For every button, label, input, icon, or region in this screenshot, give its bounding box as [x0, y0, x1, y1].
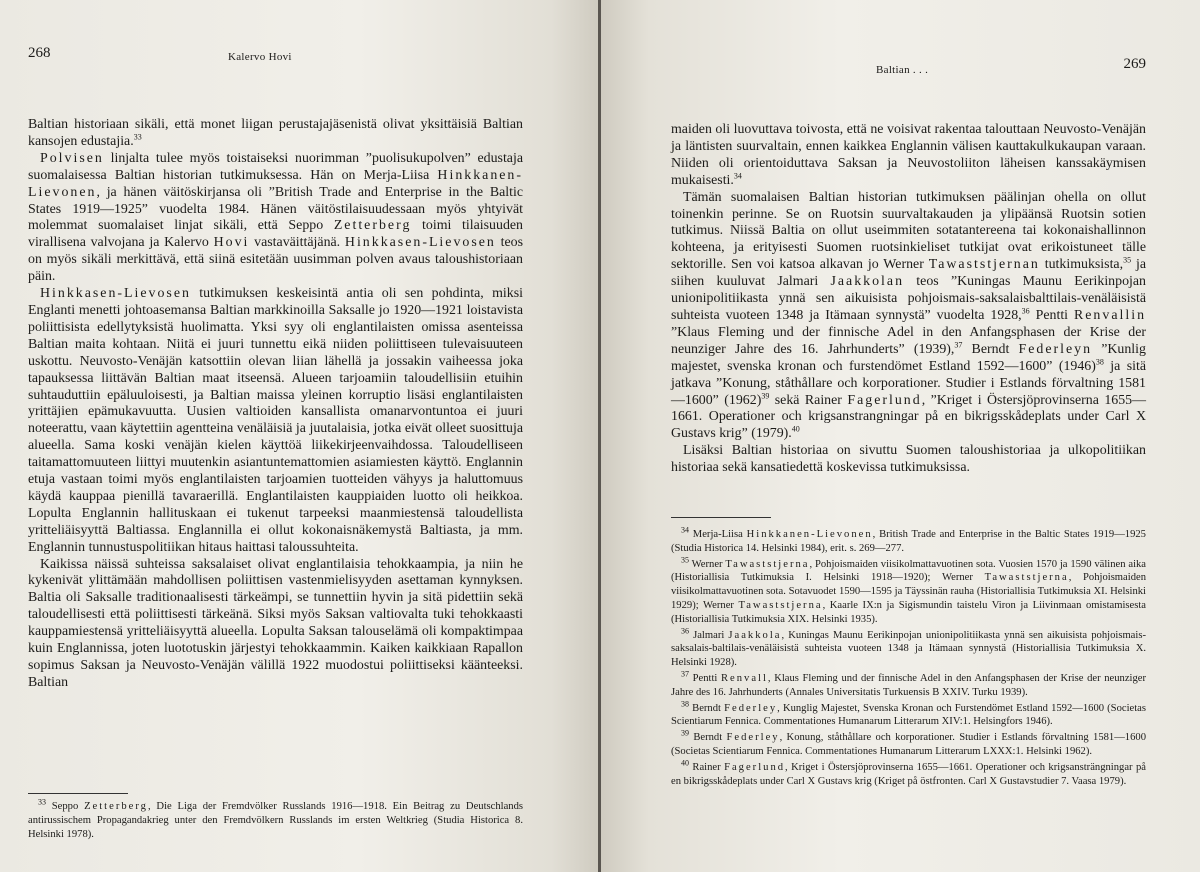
footnote: $^{34}$ Merja-Liisa Hinkkanen-Lievonen, British Trade and Enterprise in the Baltic States 1919—1925 (Studia Historica 14. Helsinki 1984), erit. s. 269—277. — [671, 525, 1146, 554]
footnote: $^{38}$ Berndt Federley, Kunglig Majestet, Svenska Kronan och Furstendömet Estland 1592—1600 (Societas Scientiarum Fennica. Commentationes Humanarum Litterarum XIV:1. Helsingfors 1946). — [671, 699, 1146, 728]
right-page-body — [671, 122, 1146, 477]
footnote-ref: 34 — [733, 171, 742, 181]
paragraph: Tämän suomalaisen Baltian historian tutkimuksen päälinjan ohella on ollut toinenkin perinne. Se on Ruotsin suurvaltakauden ja ylipäänsä Ruotsin sotien tutkimus. Niissä Baltia on ollut useimmiten sotatantereena tai kokonaishallinnon kohteena, ja erityisesti Suomen ruotsinkieliset tutkijat ovat erikoistuneet tälle sektorille. Sen voi katsoa alkavan jo Werner Tawaststjernan tutkimuksista,$^{35}$ ja siihen kuuluvat Jalmari Jaakkolan teos ”Kuningas Maunu Eerikinpojan unionipolitiikasta ynnä sen aikuisista pohjoismais-saksalaisbalttilais-venäläisistä suhteista vuoteen 1348 ja Itämaan synnystä” vuodelta 1928,36 Pentti Renvallin ”Klaus Fleming und der finnische Adel in den Anfangsphasen der Krise der neunziger Jahre des 16. Jahrhunderts” (1939),$^{37}$ Berndt Federleyn ”Kunlig majestet, svenska kronan och furstendömet Estland 1592—1600” $(1946)^{38}$ ja sitä jatkava ”Konung, ståthållare och korporationer. Studier i Estlands förvaltning 1581—1600” $(1962)^{39}$ sekä Rainer Fagerlund, ”Kriget i Östersjöprovinserna 1655—1661. Operationer och krigsanstrangningar på en bikrigsskådeplats under Carl X Gustavs krig” (1979).$^{40}$ — [671, 189, 1147, 442]
author-name: Tawaststjernan — [928, 257, 1040, 273]
paragraph: maiden oli luovuttava toivosta, että ne voisivat rakentaa talouttaan Neuvosto-Venäjän ja läntisten suurvaltain, ennen kaikkea Englannin välisen kauttakulkukaupan varaan. Niiden oli orientoiduttava Saksan ja Neuvostoliiton läheisen kanssakäymisen mukaisesti.$^{34}$ — [671, 122, 1146, 188]
author-name: Renvallin — [1074, 307, 1147, 323]
right-page-header — [671, 52, 1146, 74]
footnote-ref: 33 — [133, 132, 142, 142]
footnote-rule — [671, 517, 771, 518]
paragraph: Lisäksi Baltian historiaa on sivuttu Suomen taloushistoriaa ja ulkopolitiikan historiaa sekä kansatiedettä koskevissa tutkimuksissa. — [671, 443, 1146, 476]
paragraph: Hinkkasen-Lievosen tutkimuksen keskeisintä antia oli sen pohdinta, miksi Englanti menetti johtoasemansa Baltian markkinoilla Saksalle jo 1920—1921 loistavista poliittisista edellytyksistä huolimatta. Yksi syy oli englantilaisten omissa asenteissa Baltian maita kohtaan. Niitä ei juuri tunnettu eikä niiden poliittiseen tulevaisuuteen uskottu. Neuvosto-Venäjän katsottiin olevan liian lähellä ja jossakin vaiheessa joka tapauksessa liittävän Baltian maat itseensä. Alueen tarjoamiin taloudellisiin etuihin suhtauduttiin epäluuloisesti, ja Baltian maissa yleinen korruptio lisäsi englantilaisten yrittäjien epämukavuutta. Uusien valtioiden kansallista omanarvontuntoa ei juuri noteerattu, vaan käytettiin agentteina venäläisiä ja juutalaisia, jotka eivät olleet suosittuja alueella. Sama koski venäjän kielen käyttöä liikekirjeenvaihdossa. Taloudelliseen taitamattomuuteen liittyi muutenkin asiantuntemattomien asiamiesten käyttö. Englannin etuja vastaan toimi myös englantilaisten tarjoamien tuotteiden vähyys ja haluttomuus käydä kauppaa pienillä tavaraerillä. Englantilaisten kauppiaiden luotto oli heikkoa. Lopulta Englannin hallituskaan ei tukenut tarpeeksi maanmiestensä taloudellista yritteliäisyyttä Baltiassa. Englannilla ei ollut kokonaisnäkemystä Baltiasta, ja mm. Englannin tunnustuspolitiikan hitaus haittasi taloussuhteita. — [28, 286, 523, 555]
running-head: Baltian . . . — [876, 64, 929, 76]
page-number: 269 — [1123, 56, 1146, 72]
right-page — [601, 0, 1200, 872]
footnote: $^{39}$ Berndt Federley, Konung, ståthållare och korporationer. Studier i Estlands förvaltning 1581—1600 (Societas Scientiarum Fennica. Commentationes Humanarum Litterarum LXXX:1. Helsinki 1962). — [671, 728, 1146, 757]
left-page — [0, 0, 599, 872]
page-number: 268 — [28, 45, 51, 61]
footnote: $^{36}$ Jalmari Jaakkola, Kuningas Maunu Eerikinpojan unionipolitiikasta ynnä sen aikuisista pohjoismais-saksalais-baltilais-venäläisistä suhteista vuoteen 1348 ja Itämaan synnystä (Historiallisia Tutkimuksia X. Helsinki 1928). — [671, 626, 1146, 669]
left-page-body — [28, 117, 523, 692]
author-name: Hovi — [213, 235, 250, 251]
footnote-rule — [28, 793, 128, 794]
author-name: Hinkkasen-Lievosen — [40, 286, 191, 302]
author-name: Fagerlund — [847, 392, 922, 408]
left-page-header — [28, 45, 523, 67]
author-name: Jaakkolan — [830, 274, 905, 290]
author-name: Hinkkanen-Lievonen — [28, 167, 523, 200]
author-name: Zetterberg — [333, 218, 412, 234]
footnote: $^{33}$ Seppo Zetterberg, Die Liga der Fremdvölker Russlands 1916—1918. Ein Beitrag zu Deutschlands antirussischem Propagandakrieg unter den Fremdvölkern Russlands im ersten Weltkrieg (Studia Historica 8. Helsinki 1978). — [28, 797, 523, 840]
author-name: Hinkkasen-Lievosen — [344, 235, 496, 251]
footnote: $^{37}$ Pentti Renvall, Klaus Fleming und der finnische Adel in den Anfangsphasen der Krise der neunziger Jahre des 16. Jahrhunderts (Annales Universitatis Turkuensis B XXIV. Turku 1939). — [671, 669, 1146, 698]
author-name: Polvisen — [40, 150, 104, 166]
paragraph: Kaikissa näissä suhteissa saksalaiset olivat englantilaisia tehokkaampia, ja niin he kykenivät ylittämään mahdollisen poliittisen vastenmielisyyden asettaman kynnyksen. Baltia oli Saksalle traditionaalisesti tärkeämpi, se tunnettiin hyvin ja sitä pidettiin sekä taloudellisesti että poliittisesti tärkeänä. Siksi myös Saksan valtiovalta tuki tehokkaasti kauppamiestensä yritteliäisyyttä alueella. Lopulta Saksan talouselämä oli kompaktimpaa kuin Englannissa, joten luototuskin järjestyi tehokkaammin. Kaiken kaikkiaan Rapallon sopimus Saksan ja Neuvosto-Venäjän välillä 1922 muodostui poliittiseksi käänteeksi. Baltian — [28, 556, 523, 690]
footnotes — [28, 797, 523, 843]
author-name: Federleyn — [1018, 341, 1093, 357]
footnotes — [671, 525, 1147, 788]
footnote: $^{40}$ Rainer Fagerlund, Kriget i Östersjöprovinserna 1655—1661. Operationer och krigsansträngningar på en bikrigsskådeplats under Carl X Gustavs krig (Kriget på östfronten. Carl X Gustavstudier 7. Vaasa 1979). — [671, 758, 1146, 787]
running-head: Kalervo Hovi — [228, 51, 292, 63]
paragraph: Polvisen linjalta tulee myös toistaiseksi nuorimman ”puolisukupolven” edustaja suomalaisessa Baltian historian tutkimuksessa. Hän on Merja-Liisa Hinkkanen-Lievonen, ja hänen väitöskirjansa oli ”British Trade and Enterprise in the Baltic States 1919—1925” vuodelta 1984. Hänen väitöstilaisuudessaan myös yhtyivät molemmat suomalaiset linjat sikäli, että Seppo Zetterberg toimi tilaisuuden virallisena valvojana ja Kalervo Hovi vastaväittäjänä. Hinkkasen-Lievosen teos on myös sikäli merkittävä, että siinä esitetään uusimman polven avaus taloushistoriaan päin. — [28, 150, 523, 285]
paragraph: Baltian historiaan sikäli, että monet liigan perustajajäsenistä olivat yksittäisiä Baltian kansojen edustajia.$^{33}$ — [28, 117, 523, 149]
footnote: $^{35}$ Werner Tawaststjerna, Pohjoismaiden viisikolmattavuotinen sota. Vuosien 1570 ja 1590 välinen aika (Historiallisia Tutkimuksia I. Helsinki 1918—1920); Werner Tawaststjerna, Pohjoismaiden viisikolmattavuotinen sota. Sotavuodet 1590—1595 ja Täyssinän rauha (Historiallisia Tutkimuksia XI. Helsinki 1929); Werner Tawaststjerna, Kaarle IX:n ja Sigismundin taistelu Viron ja Liivinmaan omistamisesta (Historiallisia Tutkimuksia XIX. Helsinki 1935). — [671, 555, 1147, 625]
